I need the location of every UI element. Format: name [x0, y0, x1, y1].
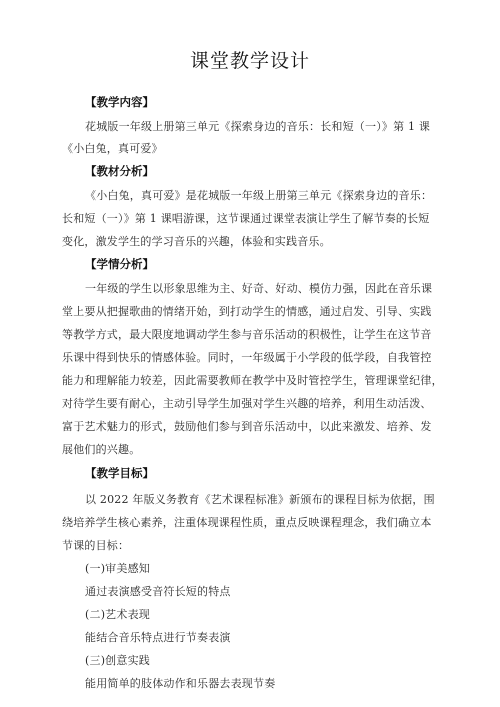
goal-item: 能结合音乐特点进行节奏表演 — [85, 631, 231, 644]
section-heading-content: 【教学内容】 — [85, 95, 154, 109]
paragraph-line: 《小白兔，真可爱》 — [62, 142, 163, 155]
paragraph-line: 长和短（一）》第 1 课唱游课，这节课通过课堂表演让学生了解节奏的长短 — [62, 212, 430, 225]
paragraph-line: 变化，激发学生的学习音乐的兴趣，体验和实践音乐。 — [62, 235, 331, 248]
paragraph-line: 堂上要从把握歌曲的情绪开始，到打动学生的情感，通过启发、引导、实践 — [62, 305, 432, 318]
section-heading-students: 【学情分析】 — [85, 257, 154, 271]
goal-item: 通过表演感受音符长短的特点 — [85, 585, 231, 598]
goal-subheading: (二)艺术表现 — [85, 608, 150, 621]
paragraph-line: 乐课中得到快乐的情感体验。同时，一年级属于小学段的低学段，自我管控 — [62, 351, 432, 364]
paragraph-line: 富于艺术魅力的形式，鼓励他们参与到音乐活动中，以此来激发、培养、发 — [62, 420, 432, 433]
goal-subheading: (三)创意实践 — [85, 654, 150, 667]
goal-item: 能用简单的肢体动作和乐器去表现节奏 — [85, 677, 276, 690]
paragraph-line: 绕培养学生核心素养，注重体现课程性质，重点反映课程理念，我们确立本 — [62, 516, 432, 529]
paragraph-line: 等教学方式，最大限度地调动学生参与音乐活动的积极性，让学生在这节音 — [62, 328, 432, 341]
paragraph-line: 一年级的学生以形象思维为主、好奇、好动、模仿力强，因此在音乐课 — [85, 282, 433, 295]
paragraph-line: 花城版一年级上册第三单元《探索身边的音乐：长和短（一）》第 1 课 — [85, 120, 431, 133]
paragraph-line: 以 2022 年版义务教育《艺术课程标准》新颁布的课程目标为依据，围 — [85, 493, 435, 506]
paragraph-line: 能力和理解能力较差，因此需要教师在教学中及时管控学生，管理课堂纪律， — [62, 374, 443, 387]
paragraph-line: 《小白兔，真可爱》是花城版一年级上册第三单元《探索身边的音乐： — [85, 189, 433, 202]
section-heading-goals: 【教学目标】 — [85, 466, 154, 480]
page-title: 课堂教学设计 — [189, 50, 310, 72]
goal-subheading: (一)审美感知 — [85, 562, 150, 575]
section-heading-material: 【教材分析】 — [85, 164, 154, 178]
paragraph-line: 节课的目标： — [62, 539, 130, 552]
paragraph-line: 对待学生要有耐心，主动引导学生加强对学生兴趣的培养，利用生动活泼、 — [62, 397, 432, 410]
paragraph-line: 展他们的兴趣。 — [62, 443, 141, 456]
